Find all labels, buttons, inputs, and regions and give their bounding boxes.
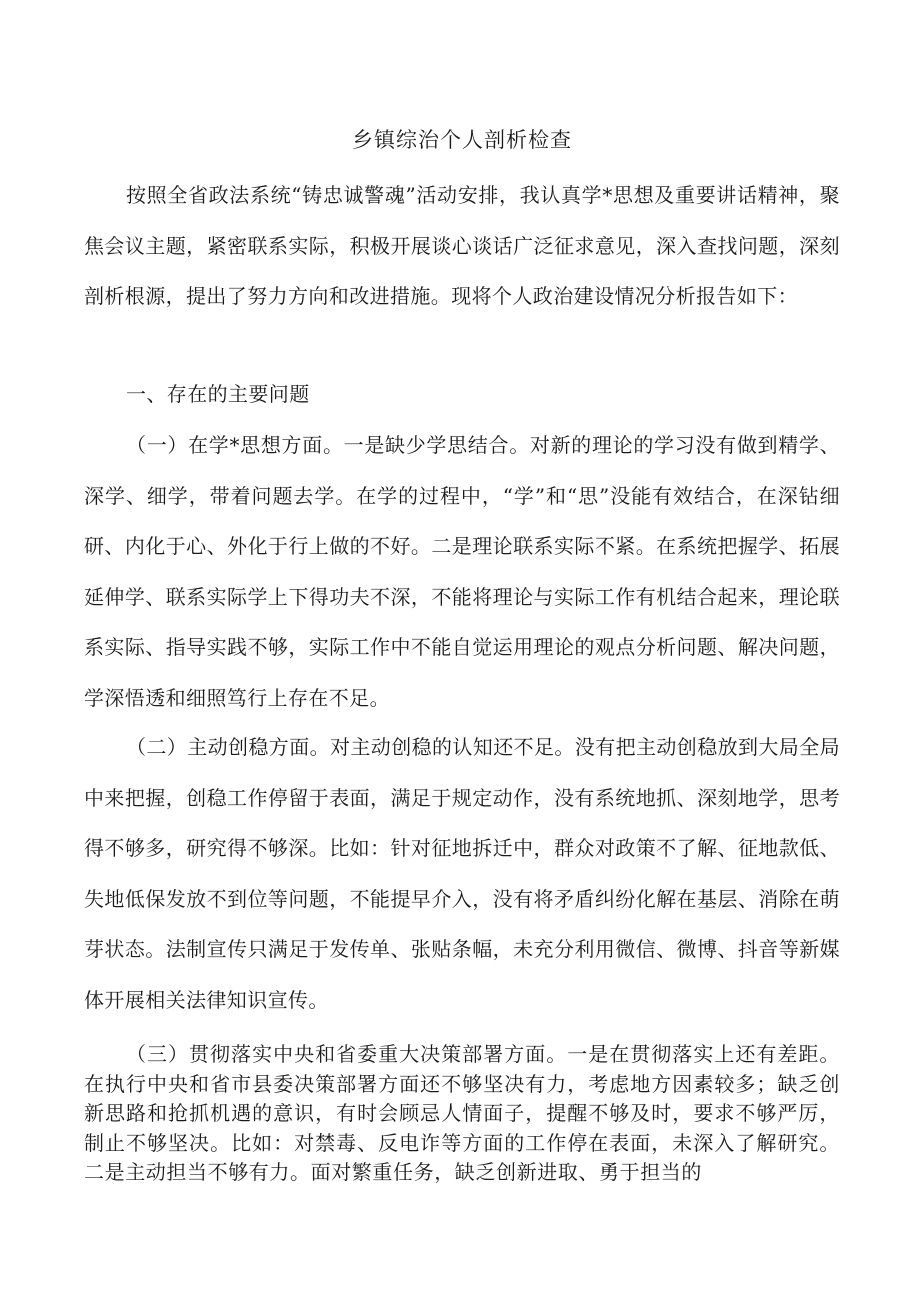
section-heading-problems: 一、存在的主要问题 (126, 382, 310, 406)
subsection-implement-decisions: （三）贯彻落实中央和省委重大决策部署方面。一是在贯彻落实上还有差距。在执行中央和省市县委决策部署方面还不够坚决有力，考虑地方因素较多；缺乏创新思路和抢抓机遇的意识，有时会顾忌人情面子，提醒不够及时，要求不够严厉，制止不够坚决。比如：对禁毒、反电诈等方面的工作停在表面，未深入了解研究。二是主动担当不够有力。面对繁重任务，缺乏创新进取、勇于担当的 (84, 1042, 840, 1184)
document-title: 乡镇综治个人剖析检查 (352, 128, 572, 152)
intro-paragraph: 按照全省政法系统“铸忠诚警魂”活动安排，我认真学*思想及重要讲话精神，聚焦会议主题，紧密联系实际，积极开展谈心谈话广泛征求意见，深入查找问题，深刻剖析根源，提出了努力方向和改进措施。现将个人政治建设情况分析报告如下： (84, 183, 840, 308)
subsection-active-stability: （二）主动创稳方面。对主动创稳的认知还不足。没有把主动创稳放到大局全局中来把握，创稳工作停留于表面，满足于规定动作，没有系统地抓、深刻地学，思考得不够多，研究得不够深。比如：针对征地拆迁中，群众对政策不了解、征地款低、失地低保发放不到位等问题，不能提早介入，没有将矛盾纠纷化解在基层、消除在萌芽状态。法制宣传只满足于发传单、张贴条幅，未充分利用微信、微博、抖音等新媒体开展相关法律知识宣传。 (84, 735, 840, 1012)
subsection-study-thought: （一）在学*思想方面。一是缺少学思结合。对新的理论的学习没有做到精学、深学、细学，带着问题去学。在学的过程中，“学”和“思”没能有效结合，在深钻细研、内化于心、外化于行上做的不好。二是理论联系实际不紧。在系统把握学、拓展延伸学、联系实际学上下得功夫不深，不能将理论与实际工作有机结合起来，理论联系实际、指导实践不够，实际工作中不能自觉运用理论的观点分析问题、解决问题，学深悟透和细照笃行上存在不足。 (84, 433, 840, 710)
